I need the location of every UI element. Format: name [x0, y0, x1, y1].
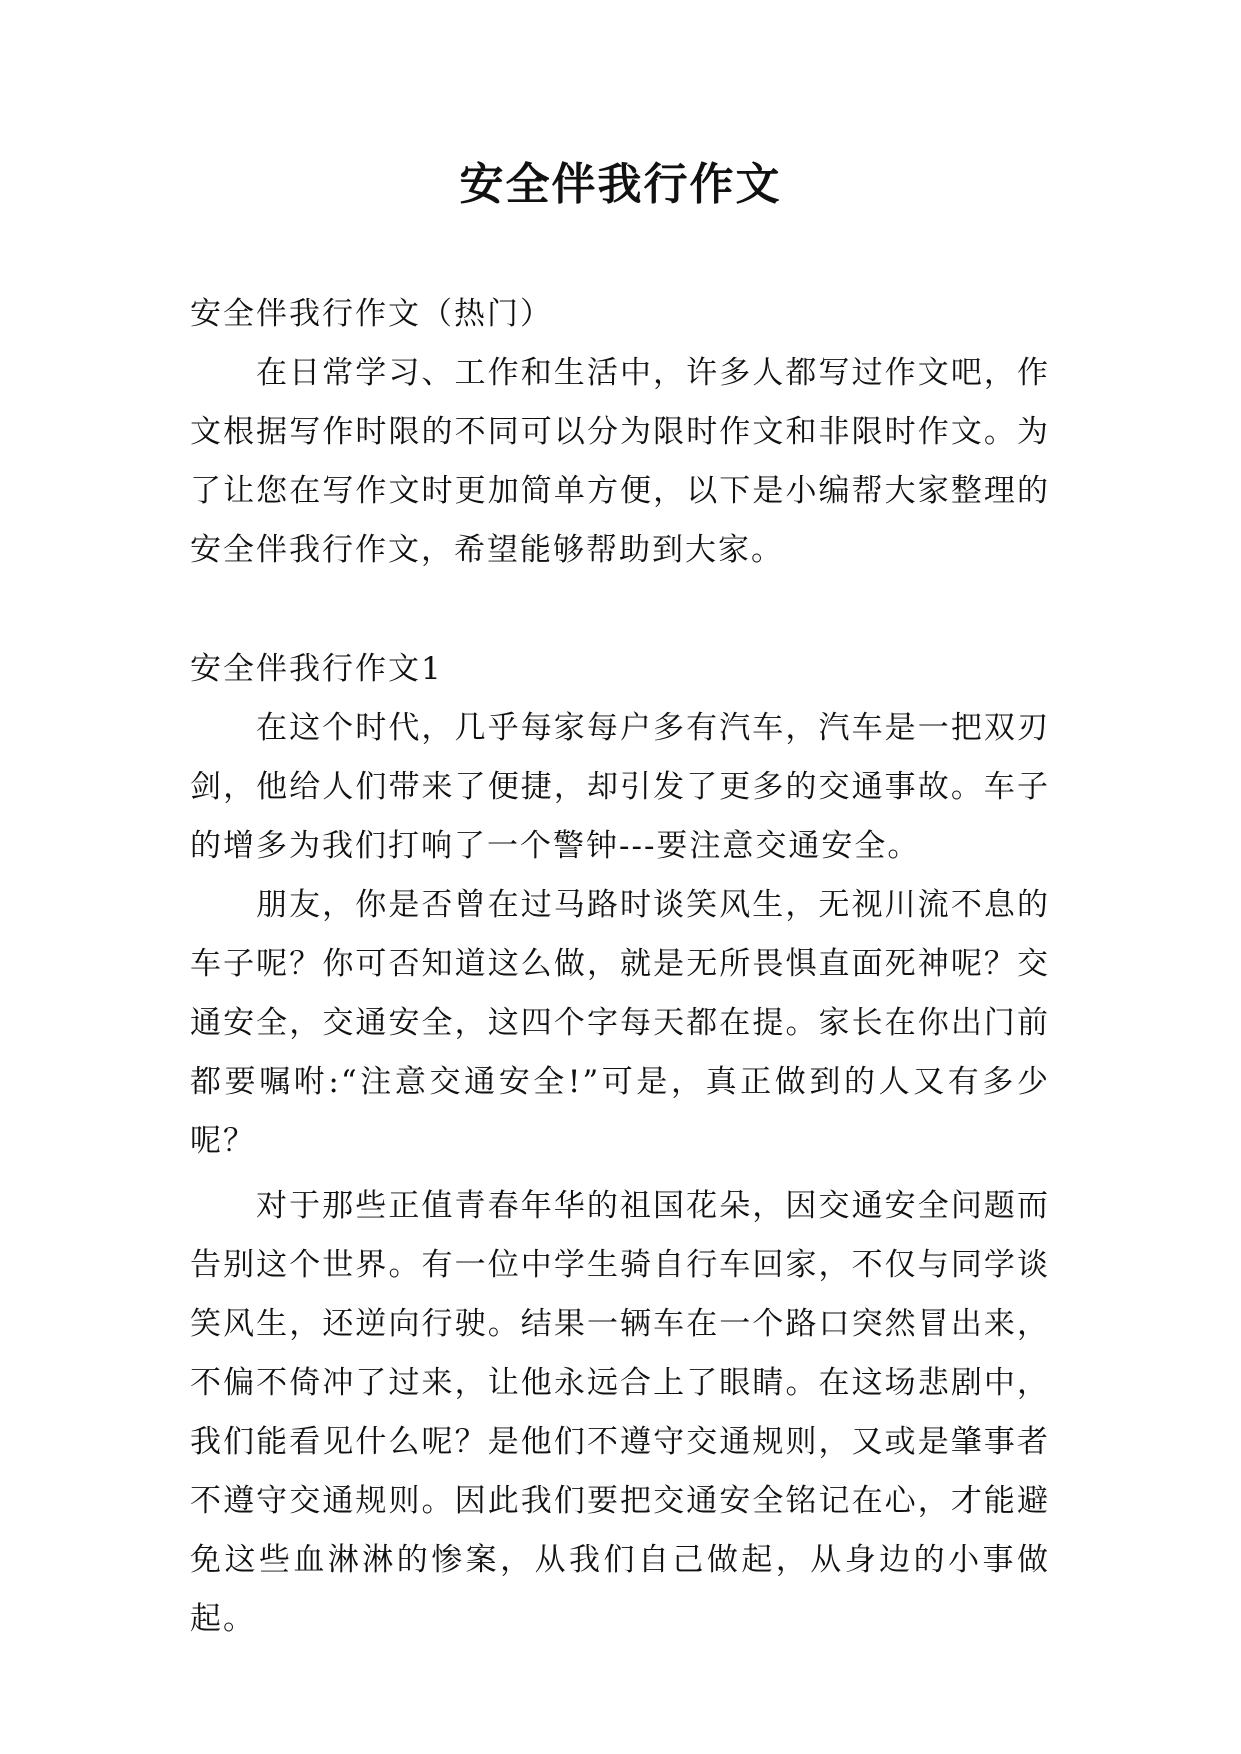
- intro-paragraph: 在日常学习、工作和生活中，许多人都写过作文吧，作文根据写作时限的不同可以分为限时作文和非限时作文。为了让您在写作文时更加简单方便，以下是小编帮大家整理的安全伴我行作文，希望能够帮助到大家。: [190, 355, 1050, 568]
- body-paragraph: 对于那些正值青春年华的祖国花朵，因交通安全问题而告别这个世界。有一位中学生骑自行车回家，不仅与同学谈笑风生，还逆向行驶。结果一辆车在一个路口突然冒出来，不偏不倚冲了过来，让他永远合上了眼睛。在这场悲剧中，我们能看见什么呢？是他们不遵守交通规则，又或是肇事者不遵守交通规则。因此我们要把交通安全铭记在心，才能避免这些血淋淋的惨案，从我们自己做起，从身边的小事做起。: [190, 1188, 1050, 1637]
- document-body: [190, 285, 1050, 1649]
- section-spacer: [190, 580, 1050, 640]
- body-paragraph: 朋友，你是否曾在过马路时谈笑风生，无视川流不息的车子呢？你可否知道这么做，就是无所畏惧直面死神呢？交通安全，交通安全，这四个字每天都在提。家长在你出门前都要嘱咐:“注意交通安全!”可是，真正做到的人又有多少呢？: [190, 887, 1050, 1159]
- body-paragraph: 在这个时代，几乎每家每户多有汽车，汽车是一把双刃剑，他给人们带来了便捷，却引发了更多的交通事故。车子的增多为我们打响了一个警钟---要注意交通安全。: [190, 710, 1050, 864]
- intro-heading: 安全伴我行作文（热门）: [190, 296, 553, 332]
- section-heading: 安全伴我行作文1: [190, 651, 443, 687]
- document-title: 安全伴我行作文: [459, 159, 782, 210]
